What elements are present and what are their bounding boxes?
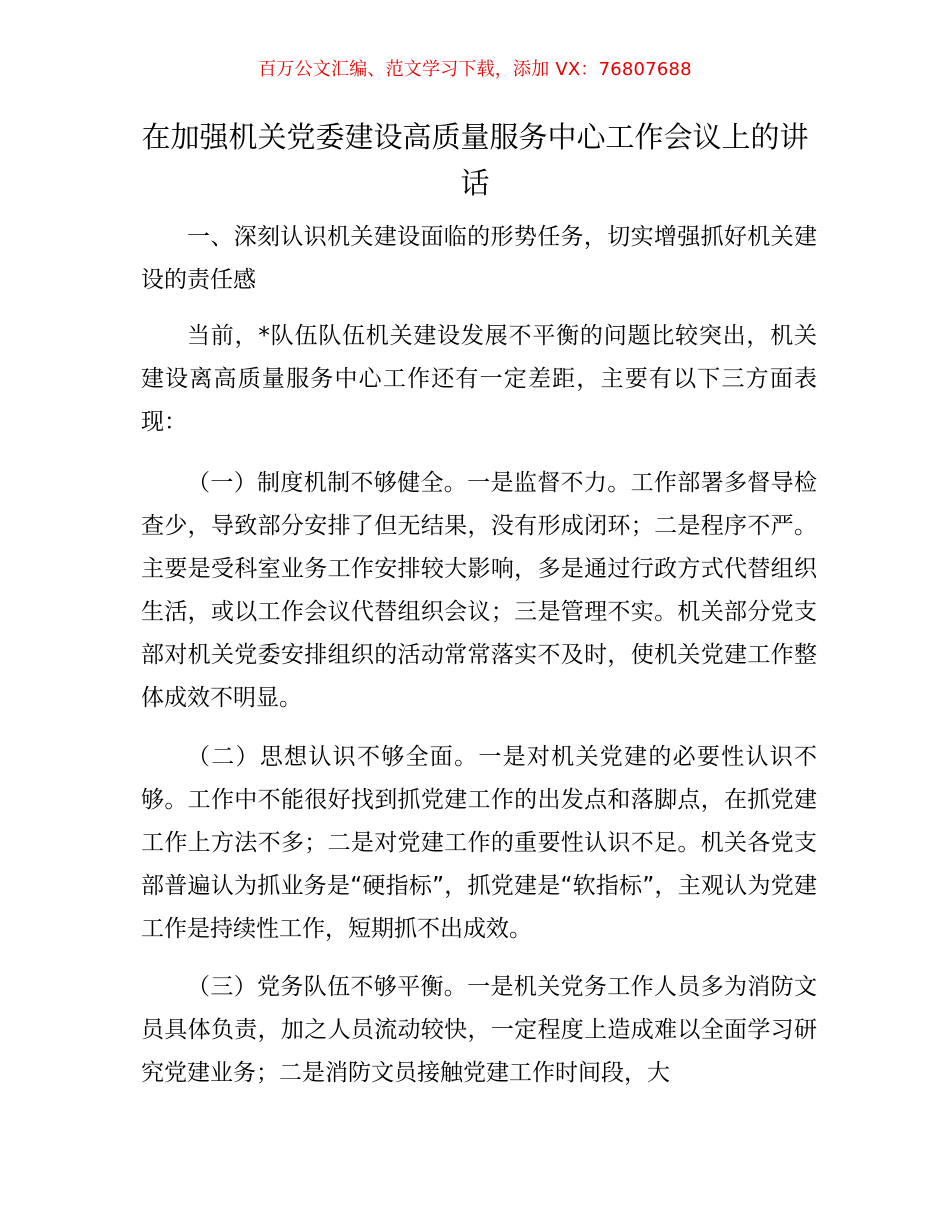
header-promo-note: 百万公文汇编、范文学习下载，添加 VX：76807688 <box>258 59 692 80</box>
body-paragraph: （二）思想认识不够全面。一是对机关党建的必要性认识不够。工作中不能很好找到抓党建工作的出发点和落脚点，在抓党建工作上方法不多；二是对党建工作的重要性认识不足。机关各党支部普遍认为抓业务是“硬指标”，抓党建是“软指标”，主观认为党建工作是持续性工作，短期抓不出成效。 <box>141 744 817 942</box>
document-title: 在加强机关党委建设高质量服务中心工作会议上的讲话 <box>141 120 809 200</box>
body-paragraph: （三）党务队伍不够平衡。一是机关党务工作人员多为消防文员具体负责，加之人员流动较快，一定程度上造成难以全面学习研究党建业务；二是消防文员接触党建工作时间段，大 <box>141 974 817 1086</box>
document-body <box>141 216 817 1095</box>
section-heading: 一、深刻认识机关建设面临的形势任务，切实增强抓好机关建设的责任感 <box>141 224 817 293</box>
body-paragraph: （一）制度机制不够健全。一是监督不力。工作部署多督导检查少，导致部分安排了但无结果，没有形成闭环；二是程序不严。主要是受科室业务工作安排较大影响，多是通过行政方式代替组织生活，或以工作会议代替组织会议；三是管理不实。机关部分党支部对机关党委安排组织的活动常常落实不及时，使机关党建工作整体成效不明显。 <box>141 470 817 711</box>
body-paragraph: 当前，*队伍队伍机关建设发展不平衡的问题比较突出，机关建设离高质量服务中心工作还有一定差距，主要有以下三方面表现： <box>141 323 817 435</box>
